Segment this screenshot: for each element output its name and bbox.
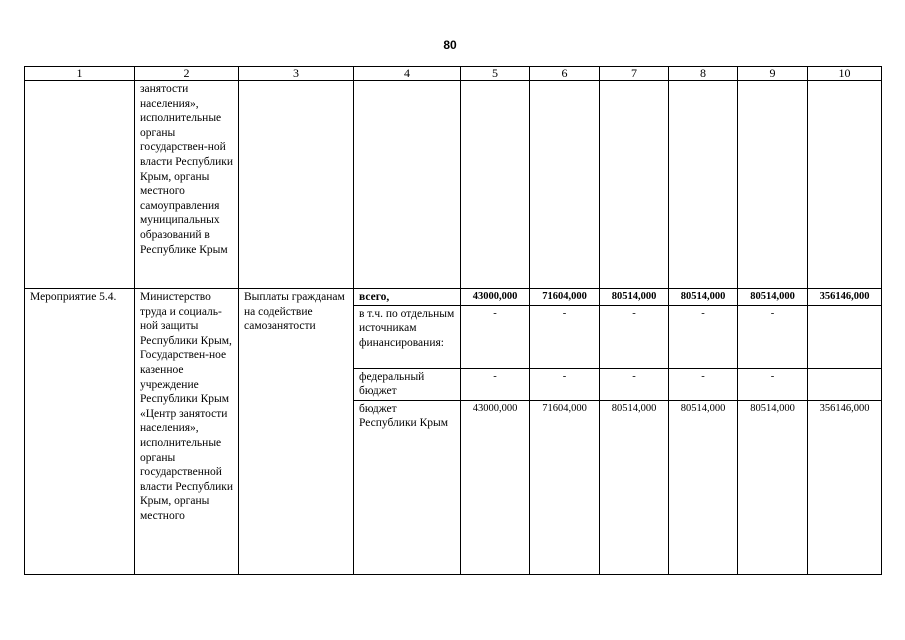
value-cell: - [530,368,600,400]
column-header: 4 [354,67,461,81]
column-header: 2 [135,67,239,81]
value-cell: 71604,000 [530,400,600,574]
activity-executor: Министерство труда и социаль-ной защиты Республики Крым, Государствен-ное казенное учреждение Республики Крым «Центр занятости населения», исполнительные органы государственной власти Республики Крым, органы местного [135,289,239,575]
source-label: федеральный бюджет [354,368,461,400]
column-header: 5 [461,67,530,81]
column-header: 1 [25,67,135,81]
value-cell: - [461,305,530,368]
table-row [25,289,882,306]
activity-name: Мероприятие 5.4. [25,289,135,575]
budget-table [24,66,882,575]
value-cell: 80514,000 [600,400,669,574]
source-label: всего, [354,289,461,306]
value-cell: 356146,000 [808,400,882,574]
source-label: бюджет Республики Крым [354,400,461,574]
value-cell: 356146,000 [808,289,882,306]
column-header: 10 [808,67,882,81]
value-cell: 80514,000 [669,400,738,574]
column-header: 9 [738,67,808,81]
value-cell: 43000,000 [461,289,530,306]
value-cell: 80514,000 [669,289,738,306]
value-cell: 43000,000 [461,400,530,574]
value-cell: - [738,305,808,368]
value-cell: - [530,305,600,368]
value-cell: 80514,000 [600,289,669,306]
activity-description: Выплаты гражданам на содействие самозанятости [239,289,354,575]
continuation-row [25,81,882,289]
value-cell: - [600,305,669,368]
column-header: 7 [600,67,669,81]
source-label: в т.ч. по отдельным источникам финансирования: [354,305,461,368]
value-cell: 80514,000 [738,289,808,306]
value-cell [808,305,882,368]
continuation-executor: занятости населения», исполнительные органы государствен-ной власти Республики Крым, органы местного самоуправления муниципальных образований в Республике Крым [135,81,239,289]
value-cell: - [738,368,808,400]
value-cell: 71604,000 [530,289,600,306]
column-header: 3 [239,67,354,81]
value-cell: - [600,368,669,400]
value-cell: - [669,368,738,400]
column-header: 8 [669,67,738,81]
value-cell [808,368,882,400]
value-cell: - [669,305,738,368]
column-header: 6 [530,67,600,81]
value-cell: - [461,368,530,400]
value-cell: 80514,000 [738,400,808,574]
page-number: 80 [443,38,457,52]
header-row [25,67,882,81]
